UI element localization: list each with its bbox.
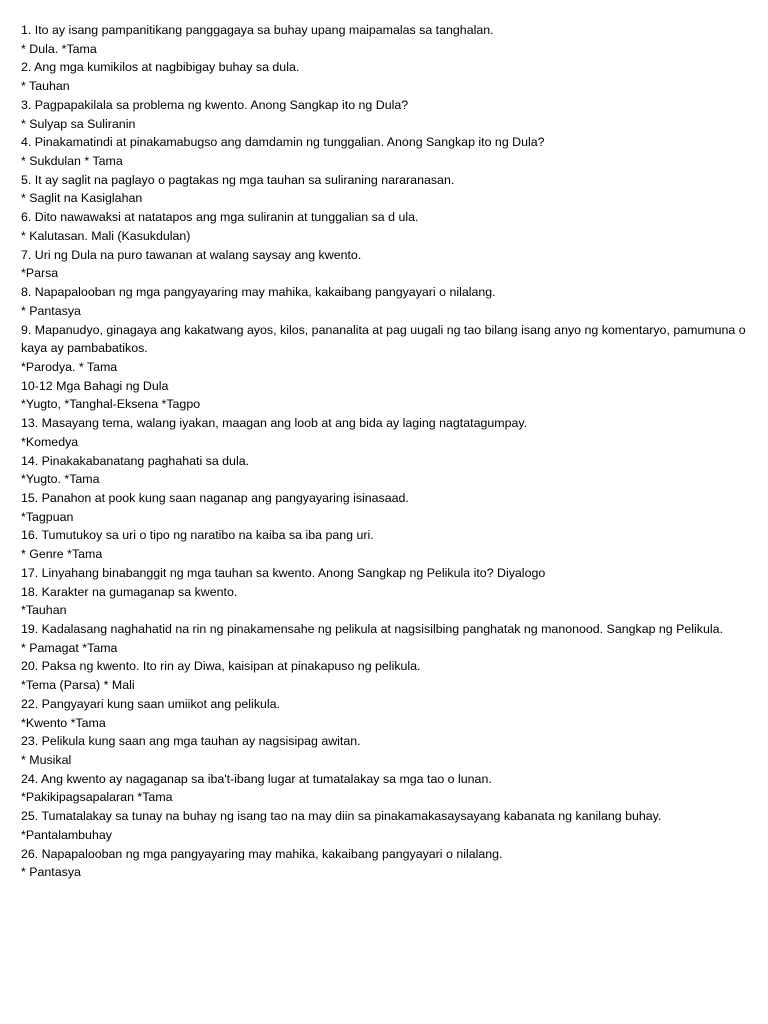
document-body xyxy=(21,21,751,882)
question-line: 7. Uri ng Dula na puro tawanan at walang saysay ang kwento. xyxy=(21,247,362,262)
answer-line: * Genre *Tama xyxy=(21,547,103,562)
answer-line: *Komedya xyxy=(21,434,79,449)
question-line: 23. Pelikula kung saan ang mga tauhan ay nagsisipag awitan. xyxy=(21,734,361,749)
question-line: 5. It ay saglit na paglayo o pagtakas ng mga tauhan sa suliraning nararanasan. xyxy=(21,172,455,187)
question-line: 13. Masayang tema, walang iyakan, maagan ang loob at ang bida ay laging nagtatagumpay. xyxy=(21,416,528,431)
answer-line: *Kwento *Tama xyxy=(21,715,106,730)
answer-line: *Pantalambuhay xyxy=(21,827,112,842)
answer-line: *Parsa xyxy=(21,266,59,281)
answer-line: * Kalutasan. Mali (Kasukdulan) xyxy=(21,228,191,243)
question-line: 24. Ang kwento ay nagaganap sa iba't-ibang lugar at tumatalakay sa mga tao o lunan. xyxy=(21,771,492,786)
answer-line: *Tagpuan xyxy=(21,509,74,524)
answer-line: * Tauhan xyxy=(21,79,70,94)
question-line: 9. Mapanudyo, ginagaya ang kakatwang ayos, kilos, pananalita at pag uugali ng tao bilang isang anyo ng komentaryo, pamumuna o kaya ay pambabatikos. xyxy=(21,322,746,356)
answer-line: *Yugto, *Tanghal-Eksena *Tagpo xyxy=(21,397,201,412)
question-line: 16. Tumutukoy sa uri o tipo ng naratibo na kaiba sa iba pang uri. xyxy=(21,528,374,543)
question-line: 14. Pinakakabanatang paghahati sa dula. xyxy=(21,453,250,468)
question-line: 22. Pangyayari kung saan umiikot ang pelikula. xyxy=(21,696,280,711)
answer-line: * Pamagat *Tama xyxy=(21,640,118,655)
answer-line: *Tema (Parsa) * Mali xyxy=(21,678,135,693)
answer-line: *Parodya. * Tama xyxy=(21,359,118,374)
question-line: 15. Panahon at pook kung saan naganap ang pangyayaring isinasaad. xyxy=(21,490,409,505)
answer-line: * Pantasya xyxy=(21,865,81,880)
question-line: 17. Linyahang binabanggit ng mga tauhan sa kwento. Anong Sangkap ng Pelikula ito? Diyalogo xyxy=(21,565,546,580)
question-line: 18. Karakter na gumaganap sa kwento. xyxy=(21,584,238,599)
question-line: 20. Paksa ng kwento. Ito rin ay Diwa, kaisipan at pinakapuso ng pelikula. xyxy=(21,659,421,674)
answer-line: * Pantasya xyxy=(21,303,81,318)
answer-line: *Tauhan xyxy=(21,603,67,618)
question-line: 19. Kadalasang naghahatid na rin ng pinakamensahe ng pelikula at nagsisilbing panghatak ng manonood. Sangkap ng Pelikula. xyxy=(21,622,723,636)
question-line: 3. Pagpapakilala sa problema ng kwento. Anong Sangkap ito ng Dula? xyxy=(21,97,409,112)
answer-line: * Sulyap sa Suliranin xyxy=(21,116,136,131)
question-line: 8. Napapalooban ng mga pangyayaring may mahika, kakaibang pangyayari o nilalang. xyxy=(21,285,496,300)
question-line: 1. Ito ay isang pampanitikang panggagaya sa buhay upang maipamalas sa tanghalan. xyxy=(21,23,494,37)
answer-line: * Sukdulan * Tama xyxy=(21,154,123,169)
answer-line: * Saglit na Kasiglahan xyxy=(21,191,143,206)
answer-line: *Pakikipagsapalaran *Tama xyxy=(21,790,173,805)
question-line: 26. Napapalooban ng mga pangyayaring may mahika, kakaibang pangyayari o nilalang. xyxy=(21,846,503,861)
question-line: 2. Ang mga kumikilos at nagbibigay buhay sa dula. xyxy=(21,60,300,75)
answer-line: * Musikal xyxy=(21,753,72,768)
answer-line: *Yugto. *Tama xyxy=(21,472,100,487)
question-line: 25. Tumatalakay sa tunay na buhay ng isang tao na may diin sa pinakamakasaysayang kabanata ng kanilang buhay. xyxy=(21,809,662,824)
question-line: 4. Pinakamatindi at pinakamabugso ang damdamin ng tunggalian. Anong Sangkap ito ng Dula? xyxy=(21,135,545,150)
question-line: 10-12 Mga Bahagi ng Dula xyxy=(21,378,169,393)
answer-line: * Dula. *Tama xyxy=(21,41,97,56)
question-line: 6. Dito nawawaksi at natatapos ang mga suliranin at tunggalian sa d ula. xyxy=(21,210,419,225)
